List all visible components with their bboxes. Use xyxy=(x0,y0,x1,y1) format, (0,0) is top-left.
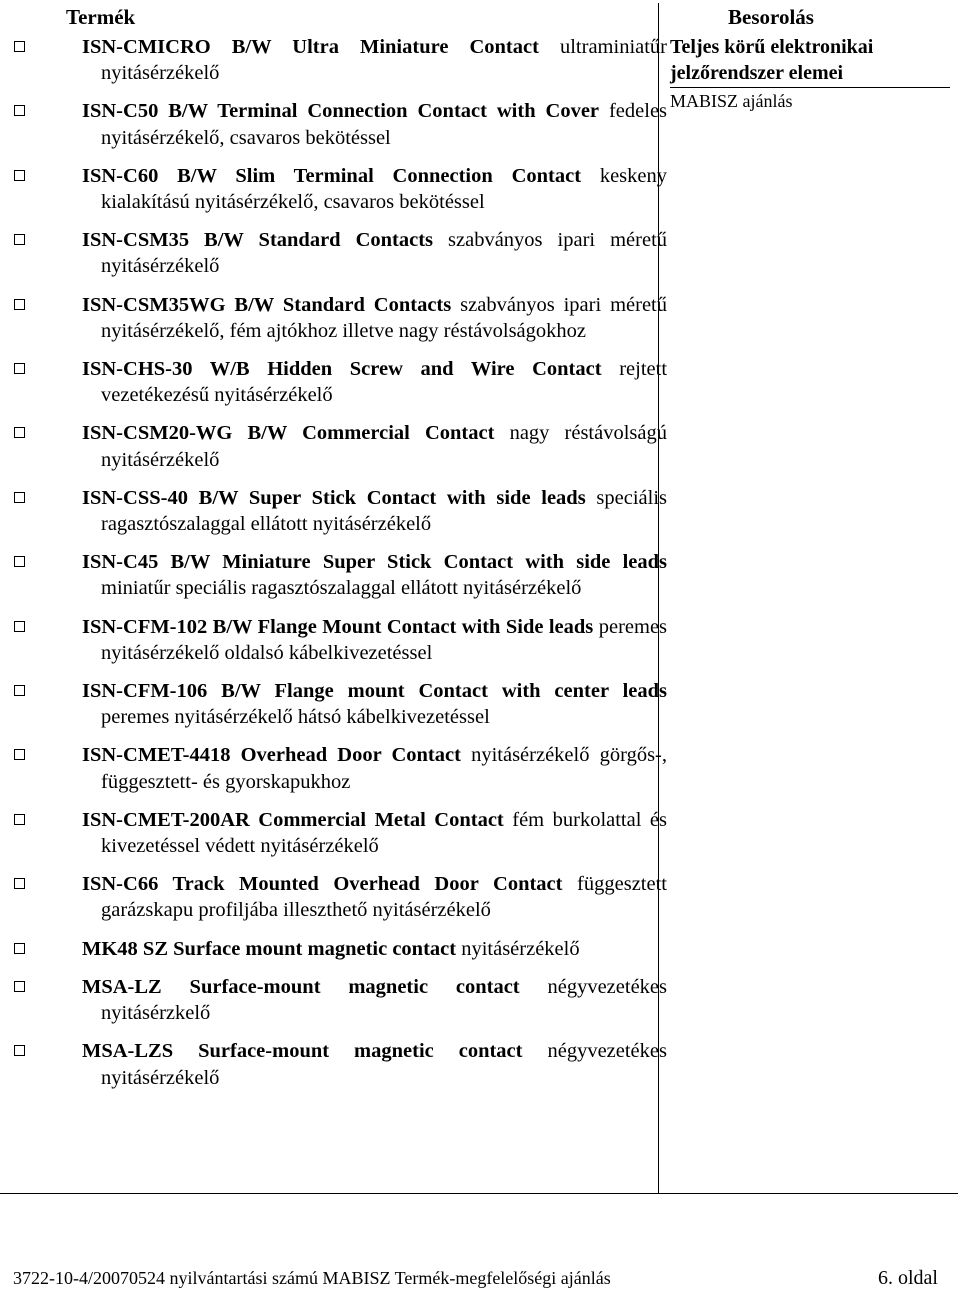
checkbox-icon[interactable] xyxy=(14,299,25,310)
checkbox-icon[interactable] xyxy=(14,943,25,954)
item-text xyxy=(82,227,667,279)
list-item xyxy=(0,936,658,962)
item-name: ISN-CMET-4418 Overhead Door Contact xyxy=(82,744,461,767)
item-name: ISN-CSM35WG B/W Standard Contacts xyxy=(82,293,452,316)
item-name: ISN-CSM35 B/W Standard Contacts xyxy=(82,229,434,252)
footer-text: 3722-10-4/20070524 nyilvántartási számú MABISZ Termék-megfelelőségi ajánlás xyxy=(13,1268,611,1288)
item-text xyxy=(82,614,667,666)
checkbox-icon[interactable] xyxy=(14,41,25,52)
item-description: négyvezetékes nyitásérzékelő xyxy=(101,1040,667,1089)
header-product: Termék xyxy=(66,5,136,29)
item-text xyxy=(82,98,667,150)
item-text xyxy=(82,678,667,730)
item-description: peremes nyitásérzékelő oldalsó kábelkivezetéssel xyxy=(101,615,668,664)
list-item xyxy=(0,227,668,279)
item-description: rejtett vezetékezésű nyitásérzékelő xyxy=(101,358,668,407)
list-item xyxy=(0,614,668,666)
product-list xyxy=(0,34,668,1103)
item-text xyxy=(82,485,667,537)
item-name: ISN-C60 B/W Slim Terminal Connection Contact xyxy=(82,164,582,187)
list-item xyxy=(0,420,668,472)
item-description: függesztett garázskapu profiljába illeszthető nyitásérzékelő xyxy=(101,873,667,922)
item-name: ISN-CMET-200AR Commercial Metal Contact xyxy=(82,808,504,831)
checkbox-icon[interactable] xyxy=(14,556,25,567)
item-name: ISN-CMICRO B/W Ultra Miniature Contact xyxy=(82,36,539,58)
item-description: keskeny kialakítású nyitásérzékelő, csavaros bekötéssel xyxy=(101,164,668,214)
item-text xyxy=(82,742,667,794)
item-description: szabványos ipari méretű nyitásérzékelő xyxy=(101,229,668,278)
item-name: ISN-CSS-40 B/W Super Stick Contact with side leads xyxy=(82,486,586,509)
item-text xyxy=(82,34,667,86)
item-text xyxy=(82,974,667,1026)
checkbox-icon[interactable] xyxy=(14,878,25,889)
item-text xyxy=(82,807,667,859)
item-description: speciális ragasztószalaggal ellátott nyitásérzékelő xyxy=(101,486,667,536)
checkbox-icon[interactable] xyxy=(14,427,25,438)
list-item xyxy=(0,34,668,86)
item-name: ISN-CFM-102 B/W Flange Mount Contact with Side leads xyxy=(82,615,594,638)
list-item xyxy=(0,678,667,730)
item-description: nyitásérzékelő xyxy=(461,937,580,960)
item-name: ISN-CHS-30 W/B Hidden Screw and Wire Contact xyxy=(82,358,602,381)
item-text xyxy=(82,356,667,408)
checkbox-icon[interactable] xyxy=(14,1045,25,1056)
item-text xyxy=(82,1038,667,1090)
item-name: ISN-CFM-106 B/W Flange mount Contact with center leads xyxy=(82,680,667,703)
checkbox-icon[interactable] xyxy=(14,981,25,992)
item-description: nyitásérzékelő görgős-, függesztett- és gyorskapukhoz xyxy=(101,744,667,793)
header-classification: Besorolás xyxy=(728,5,814,29)
checkbox-icon[interactable] xyxy=(14,363,25,374)
list-item xyxy=(0,871,667,923)
item-description: fém burkolattal és kivezetéssel védett nyitásérzékelő xyxy=(101,808,667,858)
list-item xyxy=(0,1038,667,1090)
item-name: ISN-C50 B/W Terminal Connection Contact with Cover xyxy=(82,100,600,123)
list-item xyxy=(0,356,668,408)
item-text xyxy=(82,163,667,215)
list-item xyxy=(0,549,667,601)
item-text xyxy=(82,292,667,344)
classification-cell xyxy=(670,34,950,113)
checkbox-icon[interactable] xyxy=(14,234,25,245)
item-name: MK48 SZ Surface mount magnetic contact xyxy=(82,937,457,960)
list-item xyxy=(0,974,668,1026)
item-text xyxy=(82,936,667,962)
classification-subtitle: MABISZ ajánlás xyxy=(670,91,793,111)
item-description: ultraminiatűr nyitásérzékelő xyxy=(101,36,668,85)
list-item xyxy=(0,163,668,215)
item-description: fedeles nyitásérzékelő, csavaros bekötéssel xyxy=(101,100,668,149)
item-text xyxy=(82,871,667,923)
list-item xyxy=(0,807,667,859)
checkbox-icon[interactable] xyxy=(14,105,25,116)
checkbox-icon[interactable] xyxy=(14,621,25,632)
item-text xyxy=(82,549,667,601)
checkbox-icon[interactable] xyxy=(14,492,25,503)
checkbox-icon[interactable] xyxy=(14,749,25,760)
checkbox-icon[interactable] xyxy=(14,685,25,696)
item-name: ISN-CSM20-WG B/W Commercial Contact xyxy=(82,422,495,445)
item-description: szabványos ipari méretű nyitásérzékelő, fém ajtókhoz illetve nagy réstávolságokhoz xyxy=(101,293,667,342)
item-description: peremes nyitásérzékelő hátsó kábelkivezetéssel xyxy=(101,706,490,729)
checkbox-icon[interactable] xyxy=(14,170,25,181)
item-description: nagy réstávolságú nyitásérzékelő xyxy=(101,422,668,471)
item-description: négyvezetékes nyitásérzkelő xyxy=(101,975,668,1025)
item-name: MSA-LZS Surface-mount magnetic contact xyxy=(82,1040,523,1063)
item-text xyxy=(82,420,667,472)
item-description: miniatűr speciális ragasztószalaggal ellátott nyitásérzékelő xyxy=(101,577,582,600)
item-name: ISN-C45 B/W Miniature Super Stick Contact with side leads xyxy=(82,551,667,574)
item-name: MSA-LZ Surface-mount magnetic contact xyxy=(82,975,520,998)
list-item xyxy=(0,292,667,344)
page-number: 6. oldal xyxy=(878,1267,938,1289)
classification-title: Teljes körű elektronikai jelzőrendszer elemei xyxy=(670,34,950,88)
list-item xyxy=(0,485,667,537)
checkbox-icon[interactable] xyxy=(14,814,25,825)
list-item xyxy=(0,98,668,150)
list-item xyxy=(0,742,667,794)
item-name: ISN-C66 Track Mounted Overhead Door Contact xyxy=(82,873,563,896)
